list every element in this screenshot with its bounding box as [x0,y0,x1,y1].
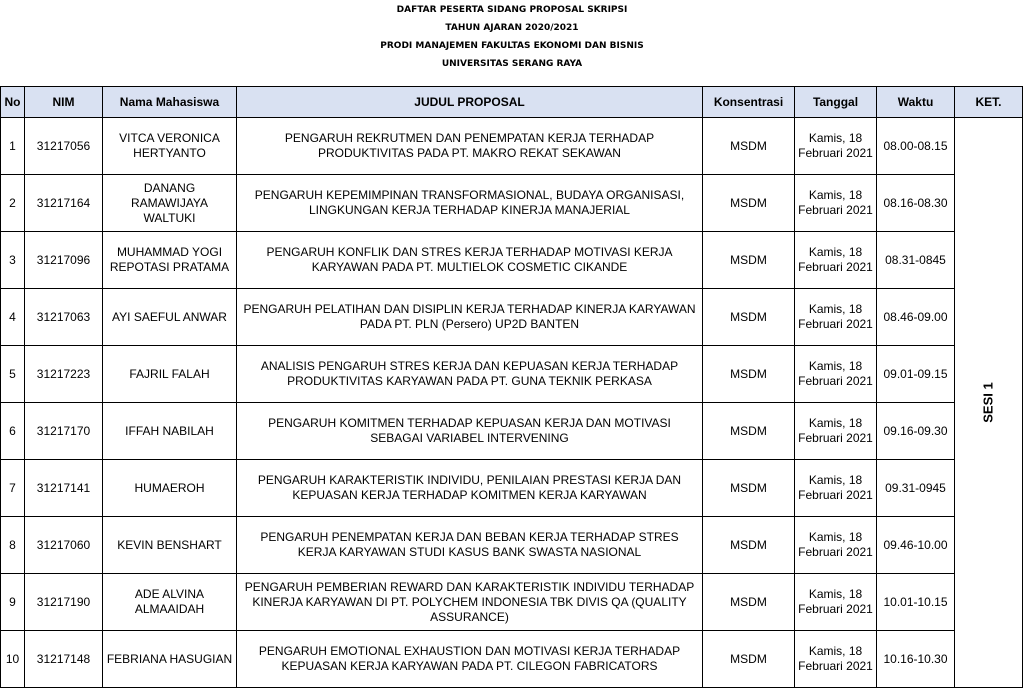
cell-nama: MUHAMMAD YOGI REPOTASI PRATAMA [103,232,237,289]
cell-konsentrasi: MSDM [703,574,795,631]
document-header [0,0,1024,86]
sesi-label: SESI 1 [981,382,996,423]
cell-judul: PENGARUH EMOTIONAL EXHAUSTION DAN MOTIVASI KERJA TERHADAP KEPUASAN KERJA KARYAWAN PADA PT. CILEGON FABRICATORS [237,631,703,688]
cell-nama: AYI SAEFUL ANWAR [103,289,237,346]
table-row [1,460,1023,517]
cell-no: 8 [1,517,25,574]
cell-nim: 31217223 [25,346,103,403]
cell-judul: PENGARUH PENEMPATAN KERJA DAN BEBAN KERJA TERHADAP STRES KERJA KARYAWAN STUDI KASUS BANK SWASTA NASIONAL [237,517,703,574]
cell-nama: ADE ALVINA ALMAAIDAH [103,574,237,631]
cell-nama: IFFAH NABILAH [103,403,237,460]
cell-nim: 31217148 [25,631,103,688]
cell-konsentrasi: MSDM [703,460,795,517]
cell-tanggal: Kamis, 18 Februari 2021 [795,574,877,631]
header-university: UNIVERSITAS SERANG RAYA [441,59,583,69]
cell-no: 6 [1,403,25,460]
participant-table [0,86,1023,688]
cell-konsentrasi: MSDM [703,175,795,232]
table-row [1,175,1023,232]
cell-waktu: 10.01-10.15 [877,574,955,631]
cell-waktu: 08.16-08.30 [877,175,955,232]
cell-waktu: 08.31-0845 [877,232,955,289]
cell-no: 5 [1,346,25,403]
cell-judul: PENGARUH KARAKTERISTIK INDIVIDU, PENILAIAN PRESTASI KERJA DAN KEPUASAN KERJA TERHADAP KOMITMEN KERJA KARYAWAN [237,460,703,517]
cell-nim: 31217056 [25,118,103,175]
cell-no: 4 [1,289,25,346]
cell-tanggal: Kamis, 18 Februari 2021 [795,517,877,574]
cell-tanggal: Kamis, 18 Februari 2021 [795,118,877,175]
cell-judul: PENGARUH PEMBERIAN REWARD DAN KARAKTERISTIK INDIVIDU TERHADAP KINERJA KARYAWAN DI PT. POLYCHEM INDONESIA TBK DIVIS QA (QUALITY ASSURANCE) [237,574,703,631]
cell-tanggal: Kamis, 18 Februari 2021 [795,631,877,688]
cell-waktu: 08.00-08.15 [877,118,955,175]
col-header-judul: JUDUL PROPOSAL [237,87,703,118]
cell-no: 7 [1,460,25,517]
cell-nim: 31217141 [25,460,103,517]
cell-nama: FEBRIANA HASUGIAN [103,631,237,688]
header-row [1,87,1023,118]
table-row [1,346,1023,403]
table-row [1,232,1023,289]
cell-tanggal: Kamis, 18 Februari 2021 [795,346,877,403]
table-row [1,403,1023,460]
cell-waktu: 09.01-09.15 [877,346,955,403]
cell-no: 3 [1,232,25,289]
cell-tanggal: Kamis, 18 Februari 2021 [795,460,877,517]
cell-konsentrasi: MSDM [703,289,795,346]
cell-konsentrasi: MSDM [703,631,795,688]
cell-no: 10 [1,631,25,688]
cell-waktu: 08.46-09.00 [877,289,955,346]
cell-nama: KEVIN BENSHART [103,517,237,574]
cell-nim: 31217170 [25,403,103,460]
cell-judul: PENGARUH PELATIHAN DAN DISIPLIN KERJA TERHADAP KINERJA KARYAWAN PADA PT. PLN (Persero) UP2D BANTEN [237,289,703,346]
cell-tanggal: Kamis, 18 Februari 2021 [795,232,877,289]
table-row [1,631,1023,688]
cell-tanggal: Kamis, 18 Februari 2021 [795,403,877,460]
header-title: DAFTAR PESERTA SIDANG PROPOSAL SKRIPSI [396,5,628,15]
cell-waktu: 09.16-09.30 [877,403,955,460]
cell-waktu: 09.46-10.00 [877,517,955,574]
table-row [1,289,1023,346]
cell-konsentrasi: MSDM [703,346,795,403]
cell-nama: FAJRIL FALAH [103,346,237,403]
table-row [1,517,1023,574]
cell-nim: 31217164 [25,175,103,232]
col-header-konsentrasi: Konsentrasi [703,87,795,118]
cell-no: 2 [1,175,25,232]
cell-nim: 31217060 [25,517,103,574]
cell-judul: PENGARUH KEPEMIMPINAN TRANSFORMASIONAL, BUDAYA ORGANISASI, LINGKUNGAN KERJA TERHADAP KINERJA MANAJERIAL [237,175,703,232]
cell-waktu: 10.16-10.30 [877,631,955,688]
table-row [1,574,1023,631]
col-header-ket: KET. [955,87,1023,118]
cell-nim: 31217096 [25,232,103,289]
header-program: PRODI MANAJEMEN FAKULTAS EKONOMI DAN BISNIS [380,41,644,51]
cell-nim: 31217063 [25,289,103,346]
col-header-waktu: Waktu [877,87,955,118]
cell-tanggal: Kamis, 18 Februari 2021 [795,175,877,232]
cell-judul: ANALISIS PENGARUH STRES KERJA DAN KEPUASAN KERJA TERHADAP PRODUKTIVITAS KARYAWAN PADA PT. GUNA TEKNIK PERKASA [237,346,703,403]
cell-waktu: 09.31-0945 [877,460,955,517]
cell-no: 9 [1,574,25,631]
col-header-tanggal: Tanggal [795,87,877,118]
cell-konsentrasi: MSDM [703,517,795,574]
col-header-no: No [1,87,25,118]
col-header-nama: Nama Mahasiswa [103,87,237,118]
cell-judul: PENGARUH KONFLIK DAN STRES KERJA TERHADAP MOTIVASI KERJA KARYAWAN PADA PT. MULTIELOK COSMETIC CIKANDE [237,232,703,289]
cell-no: 1 [1,118,25,175]
cell-judul: PENGARUH KOMITMEN TERHADAP KEPUASAN KERJA DAN MOTIVASI SEBAGAI VARIABEL INTERVENING [237,403,703,460]
table-row [1,118,1023,175]
col-header-nim: NIM [25,87,103,118]
cell-tanggal: Kamis, 18 Februari 2021 [795,289,877,346]
cell-nim: 31217190 [25,574,103,631]
cell-nama: VITCA VERONICA HERTYANTO [103,118,237,175]
cell-konsentrasi: MSDM [703,118,795,175]
cell-konsentrasi: MSDM [703,232,795,289]
cell-nama: DANANG RAMAWIJAYA WALTUKI [103,175,237,232]
cell-nama: HUMAEROH [103,460,237,517]
cell-konsentrasi: MSDM [703,403,795,460]
cell-judul: PENGARUH REKRUTMEN DAN PENEMPATAN KERJA TERHADAP PRODUKTIVITAS PADA PT. MAKRO REKAT SEKAWAN [237,118,703,175]
cell-ket-sesi [955,118,1023,688]
header-academic-year: TAHUN AJARAN 2020/2021 [445,23,579,33]
